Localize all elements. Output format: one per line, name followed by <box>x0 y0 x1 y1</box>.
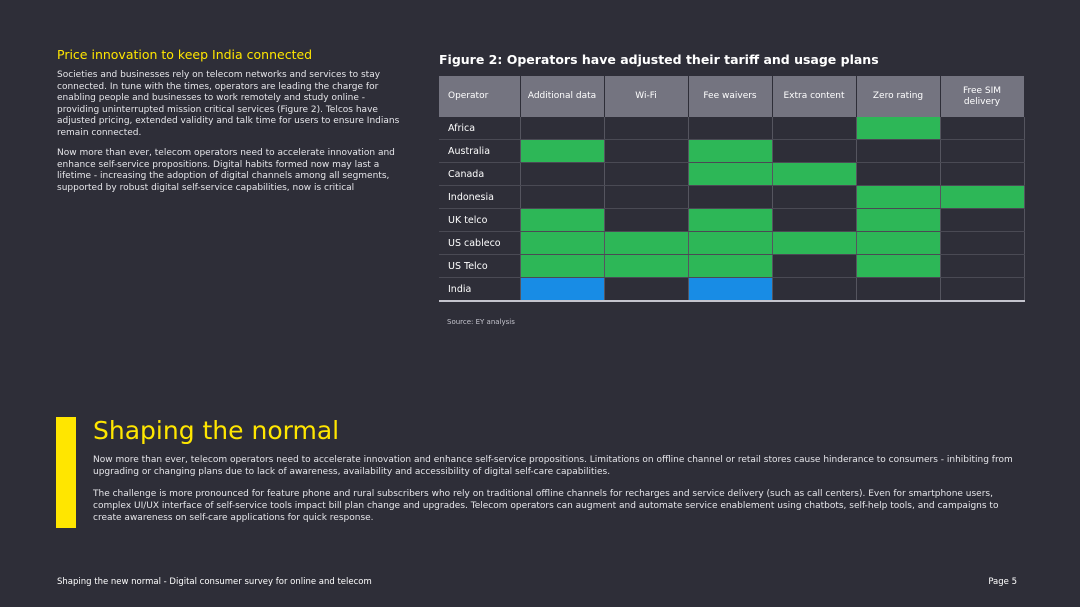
page-number: Page 5 <box>988 577 1017 587</box>
operator-label: Indonesia <box>439 186 520 209</box>
column-header: Free SIM delivery <box>940 76 1024 117</box>
matrix-cell <box>688 117 772 140</box>
matrix-cell <box>940 278 1024 302</box>
matrix-cell <box>604 255 688 278</box>
matrix-cell <box>856 117 940 140</box>
matrix-cell <box>856 209 940 232</box>
matrix-cell <box>688 232 772 255</box>
matrix-cell <box>940 163 1024 186</box>
matrix-cell <box>940 255 1024 278</box>
matrix-cell <box>604 117 688 140</box>
matrix-cell <box>688 255 772 278</box>
matrix-cell <box>520 163 604 186</box>
footer-title: Shaping the new normal - Digital consumer survey for online and telecom <box>57 577 372 587</box>
matrix-cell <box>688 140 772 163</box>
matrix-cell <box>688 163 772 186</box>
matrix-cell <box>688 186 772 209</box>
section-paragraph: Now more than ever, telecom operators need to accelerate innovation and enhance self-service propositions. Limitations on offline channel or retail stores cause hinderance to consumers - inhibiting from upgrading or changing plans due to lack of awareness, availability and accessibility of digital self-care capabilities. <box>93 455 1013 477</box>
intro-text <box>57 70 407 203</box>
matrix-cell <box>856 186 940 209</box>
section-title: Shaping the normal <box>93 416 340 445</box>
column-header: Additional data <box>520 76 604 117</box>
intro-paragraph: Now more than ever, telecom operators need to accelerate innovation and enhance self-service propositions. Digital habits formed now may last a lifetime - increasing the adoption of digital channels among all segments, supported by robust digital self-service capabilities, now is critical <box>57 148 395 193</box>
operator-label: US Telco <box>439 255 520 278</box>
matrix-cell <box>772 278 856 302</box>
matrix-cell <box>688 278 772 302</box>
table-row <box>439 140 1024 163</box>
operator-plan-matrix <box>439 76 1025 302</box>
table-row <box>439 278 1024 302</box>
column-header: Wi-Fi <box>604 76 688 117</box>
matrix-cell <box>772 163 856 186</box>
matrix-cell <box>688 209 772 232</box>
table-row <box>439 209 1024 232</box>
section-body <box>93 454 1023 534</box>
matrix-cell <box>520 117 604 140</box>
matrix-cell <box>772 186 856 209</box>
matrix-cell <box>520 255 604 278</box>
table-row <box>439 117 1024 140</box>
matrix-cell <box>940 140 1024 163</box>
matrix-cell <box>604 278 688 302</box>
matrix-cell <box>856 163 940 186</box>
column-header: Fee waivers <box>688 76 772 117</box>
matrix-cell <box>604 186 688 209</box>
matrix-cell <box>604 209 688 232</box>
section-paragraph: The challenge is more pronounced for feature phone and rural subscribers who rely on traditional offline channels for recharges and service delivery (such as call centers). Even for smartphone users, complex UI/UX interface of self-service tools impact bill plan change and upgrades. Telecom operators can augment and automate service enablement using chatbots, self-help tools, and campaigns to create awareness on self-care applications for quick response. <box>93 489 999 523</box>
operator-label: Australia <box>439 140 520 163</box>
operator-label: India <box>439 278 520 302</box>
matrix-header-row <box>439 76 1024 117</box>
matrix-cell <box>604 140 688 163</box>
matrix-cell <box>940 209 1024 232</box>
matrix-cell <box>940 232 1024 255</box>
column-header: Zero rating <box>856 76 940 117</box>
operator-label: Africa <box>439 117 520 140</box>
table-row <box>439 186 1024 209</box>
matrix-cell <box>772 232 856 255</box>
matrix-cell <box>940 117 1024 140</box>
matrix-cell <box>856 232 940 255</box>
table-row <box>439 255 1024 278</box>
matrix-cell <box>604 163 688 186</box>
intro-heading: Price innovation to keep India connected <box>57 47 313 62</box>
table-row <box>439 163 1024 186</box>
matrix-cell <box>520 209 604 232</box>
column-header: Operator <box>439 76 520 117</box>
matrix-cell <box>856 255 940 278</box>
operator-label: Canada <box>439 163 520 186</box>
matrix-cell <box>772 255 856 278</box>
matrix-cell <box>520 186 604 209</box>
matrix-cell <box>520 278 604 302</box>
matrix-cell <box>520 140 604 163</box>
matrix-cell <box>772 209 856 232</box>
matrix-cell <box>856 140 940 163</box>
matrix-cell <box>520 232 604 255</box>
intro-paragraph: Societies and businesses rely on telecom networks and services to stay connected. In tune with the times, operators are leading the charge for enabling people and businesses to work remotely and study online - providing uninterrupted mission critical services (Figure 2). Telcos have adjusted pricing, extended validity and talk time for users to ensure Indians remain connected. <box>57 70 400 138</box>
figure-source: Source: EY analysis <box>447 318 515 326</box>
operator-label: UK telco <box>439 209 520 232</box>
figure-title: Figure 2: Operators have adjusted their tariff and usage plans <box>439 52 879 67</box>
accent-bar <box>56 417 76 528</box>
matrix-cell <box>772 117 856 140</box>
column-header: Extra content <box>772 76 856 117</box>
table-row <box>439 232 1024 255</box>
matrix-cell <box>604 232 688 255</box>
matrix-cell <box>940 186 1024 209</box>
matrix-cell <box>856 278 940 302</box>
matrix-cell <box>772 140 856 163</box>
operator-label: US cableco <box>439 232 520 255</box>
